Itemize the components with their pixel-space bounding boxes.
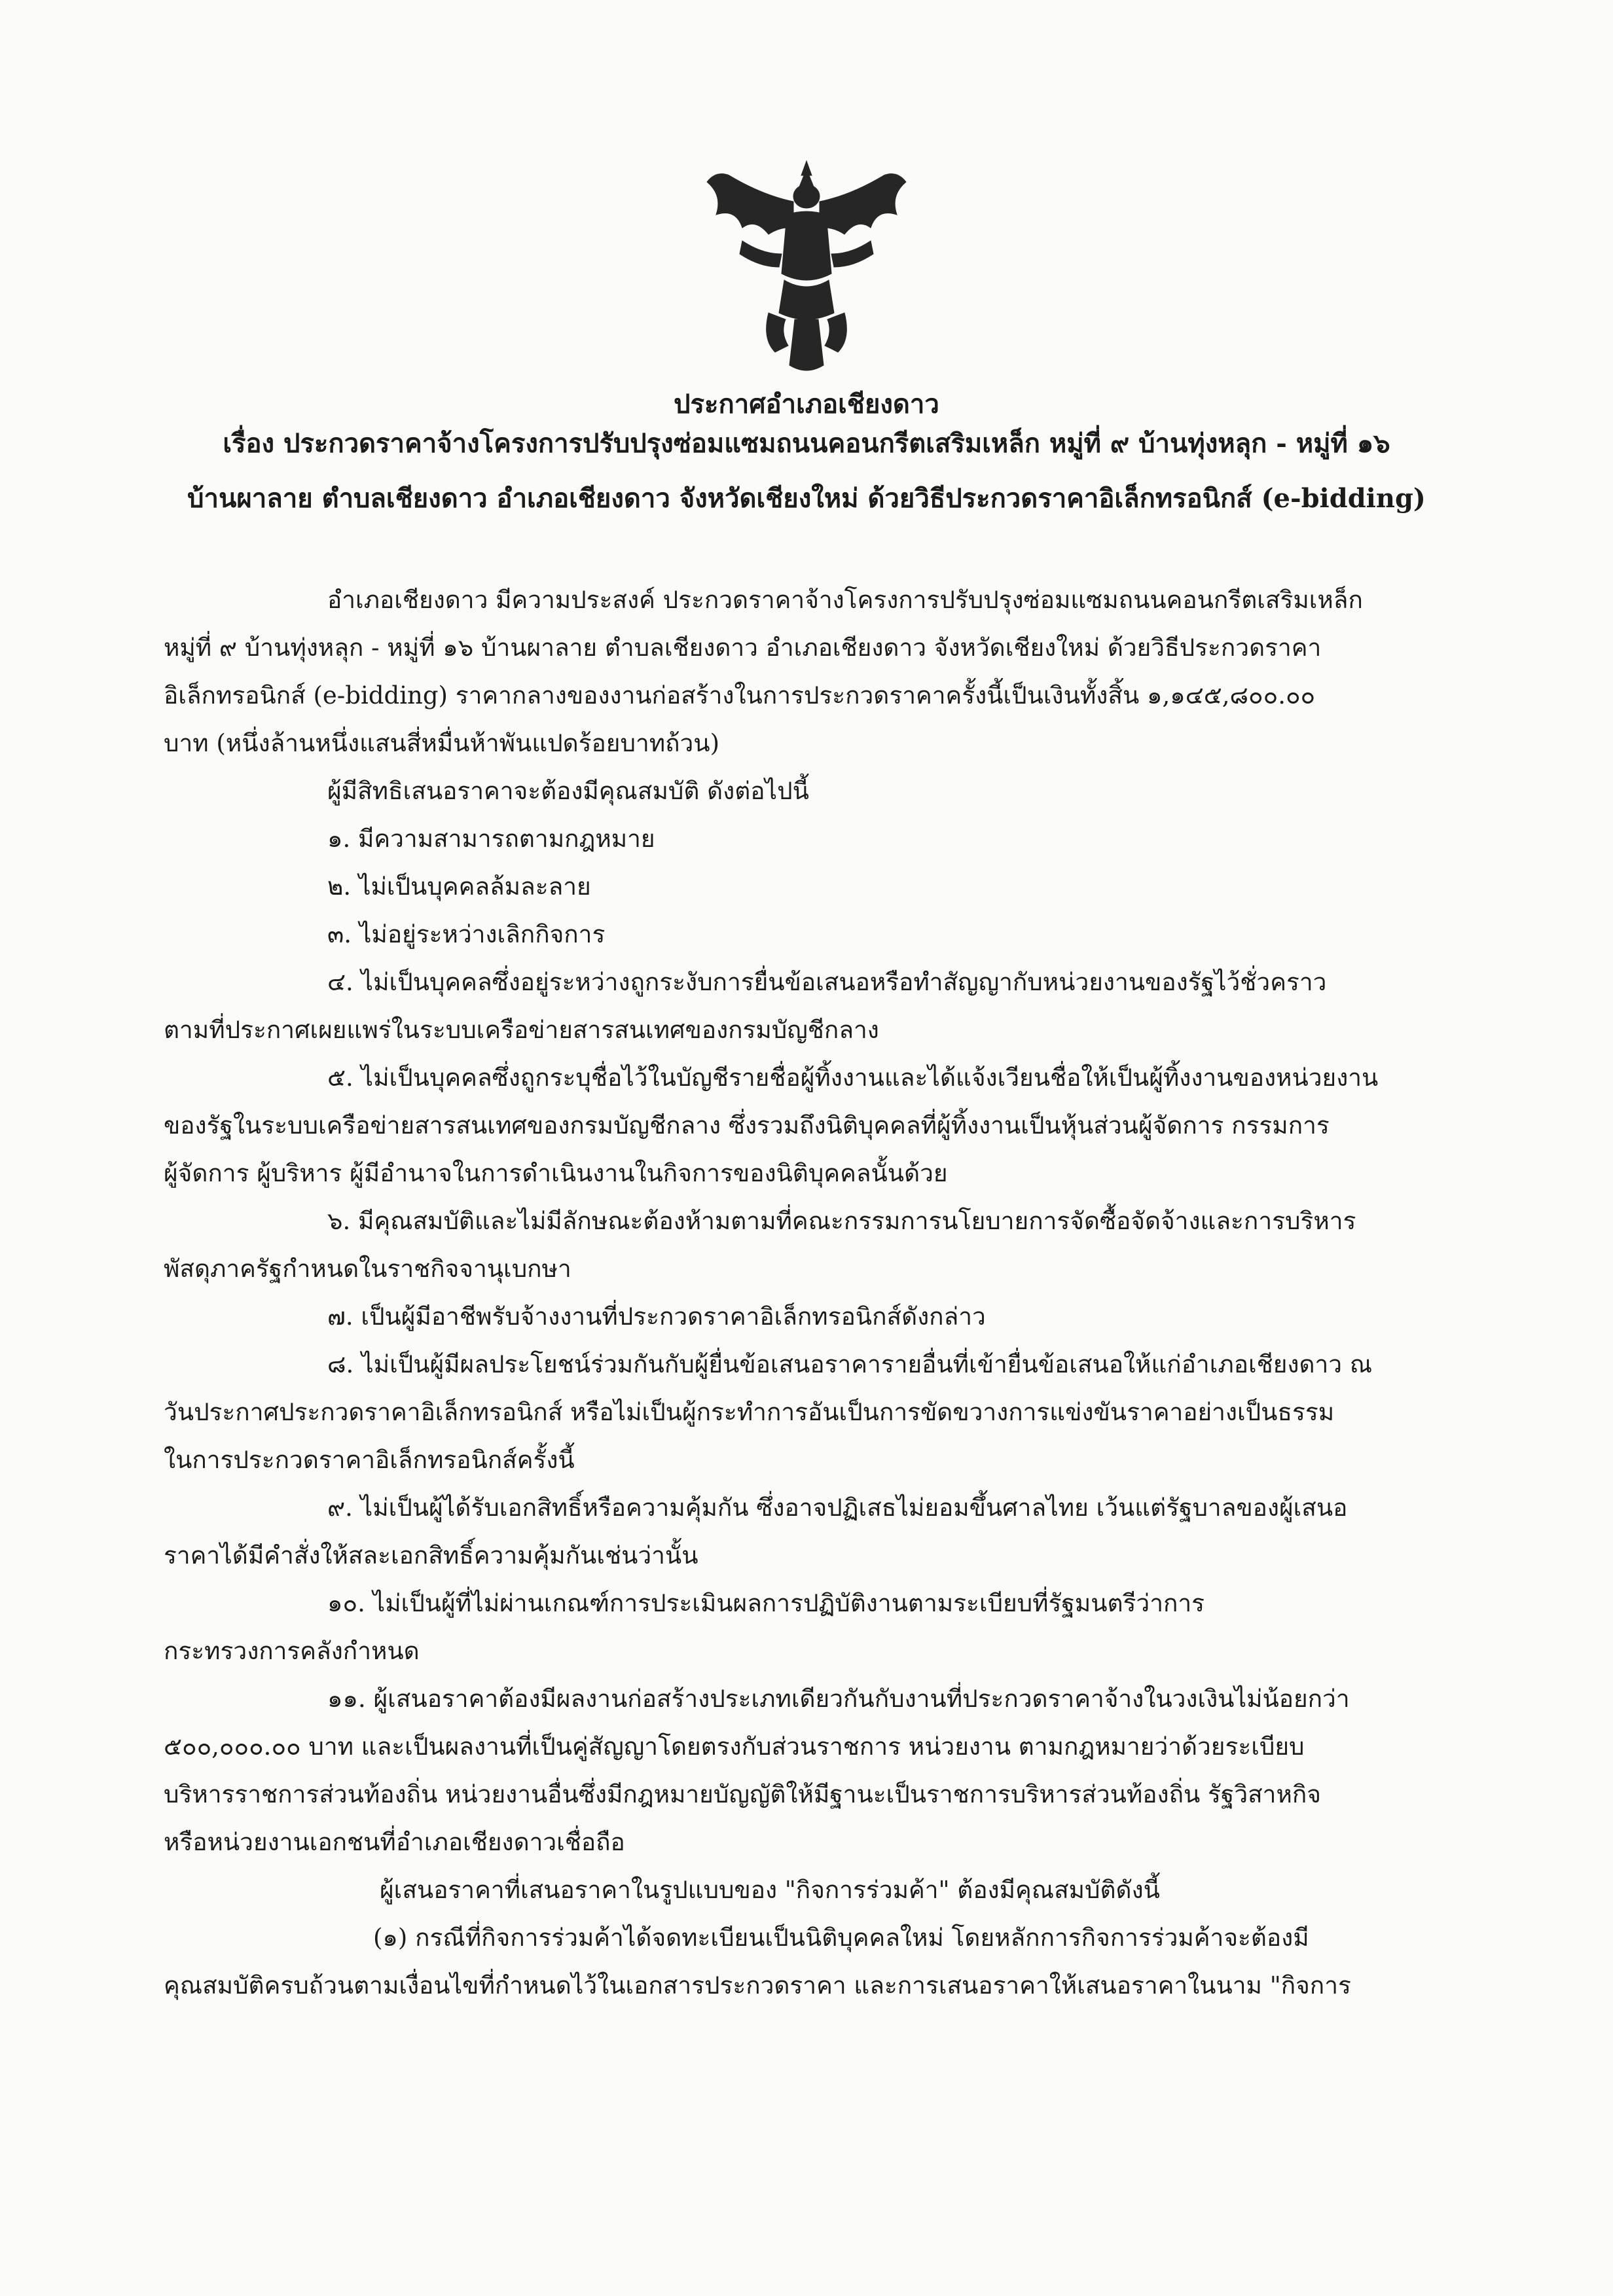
body-line: ผู้จัดการ ผู้บริหาร ผู้มีอำนาจในการดำเนินงานในกิจการของนิติบุคคลนั้นด้วย <box>164 1159 948 1187</box>
body-line: บริหารราชการส่วนท้องถิ่น หน่วยงานอื่นซึ่งมีกฎหมายบัญญัติให้มีฐานะเป็นราชการบริหารส่วนท้องถิ่น รัฐวิสาหกิจ <box>164 1780 1321 1808</box>
body-line: ๑๐. ไม่เป็นผู้ที่ไม่ผ่านเกณฑ์การประเมินผลการปฏิบัติงานตามระเบียบที่รัฐมนตรีว่าการ <box>327 1589 1205 1617</box>
body-line: ๓. ไม่อยู่ระหว่างเลิกกิจการ <box>327 920 606 948</box>
body-line: ๖. มีคุณสมบัติและไม่มีลักษณะต้องห้ามตามที่คณะกรรมการนโยบายการจัดซื้อจัดจ้างและการบริหาร <box>327 1207 1356 1235</box>
body-line: ตามที่ประกาศเผยแพร่ในระบบเครือข่ายสารสนเทศของกรมบัญชีกลาง <box>164 1016 879 1044</box>
body-line: ๘. ไม่เป็นผู้มีผลประโยชน์ร่วมกันกับผู้ยื่นข้อเสนอราคารายอื่นที่เข้ายื่นข้อเสนอให้แก่อำเภอเชียงดาว ณ <box>327 1350 1373 1378</box>
body-line: อิเล็กทรอนิกส์ (e-bidding) ราคากลางของงานก่อสร้างในการประกวดราคาครั้งนี้เป็นเงินทั้งสิ้น ๑,๑๔๕,๘๐๐.๐๐ <box>164 681 1316 709</box>
body-line: ๔. ไม่เป็นบุคคลซึ่งอยู่ระหว่างถูกระงับการยื่นข้อเสนอหรือทำสัญญากับหน่วยงานของรัฐไว้ชั่วคราว <box>327 968 1327 996</box>
body-line: ๕. ไม่เป็นบุคคลซึ่งถูกระบุชื่อไว้ในบัญชีรายชื่อผู้ทิ้งงานและได้แจ้งเวียนชื่อให้เป็นผู้ทิ้งงานของหน่วยงาน <box>327 1064 1379 1092</box>
body-line: ๗. เป็นผู้มีอาชีพรับจ้างงานที่ประกวดราคาอิเล็กทรอนิกส์ดังกล่าว <box>327 1302 986 1331</box>
document-body <box>164 576 1421 2009</box>
body-line: หรือหน่วยงานเอกชนที่อำเภอเชียงดาวเชื่อถือ <box>164 1828 625 1856</box>
body-line: (๑) กรณีที่กิจการร่วมค้าได้จดทะเบียนเป็นนิติบุคคลใหม่ โดยหลักการกิจการร่วมค้าจะต้องมี <box>373 1924 1309 1952</box>
body-line: ผู้เสนอราคาที่เสนอราคาในรูปแบบของ "กิจการร่วมค้า" ต้องมีคุณสมบัติดังนี้ <box>380 1876 1160 1904</box>
body-line: พัสดุภาครัฐกำหนดในราชกิจจานุเบกษา <box>164 1255 571 1283</box>
body-line: ๑๑. ผู้เสนอราคาต้องมีผลงานก่อสร้างประเภทเดียวกันกับงานที่ประกวดราคาจ้างในวงเงินไม่น้อยกว่า <box>327 1685 1350 1713</box>
body-line: ๒. ไม่เป็นบุคคลล้มละลาย <box>327 872 591 901</box>
body-line: คุณสมบัติครบถ้วนตามเงื่อนไขที่กำหนดไว้ในเอกสารประกวดราคา และการเสนอราคาให้เสนอราคาในนาม "กิจการ <box>164 1971 1351 2000</box>
body-line: ๙. ไม่เป็นผู้ได้รับเอกสิทธิ์หรือความคุ้มกัน ซึ่งอาจปฏิเสธไม่ยอมขึ้นศาลไทย เว้นแต่รัฐบาลของผู้เสนอ <box>327 1494 1348 1522</box>
body-line: อำเภอเชียงดาว มีความประสงค์ ประกวดราคาจ้างโครงการปรับปรุงซ่อมแซมถนนคอนกรีตเสริมเหล็ก <box>327 586 1363 614</box>
body-line: บาท (หนึ่งล้านหนึ่งแสนสี่หมื่นห้าพันแปดร้อยบาทถ้วน) <box>164 729 720 757</box>
body-line: ราคาได้มีคำสั่งให้สละเอกสิทธิ์ความคุ้มกันเช่นว่านั้น <box>164 1541 698 1570</box>
body-line: ๑. มีความสามารถตามกฎหมาย <box>327 825 655 853</box>
announcement-title: ประกาศอำเภอเชียงดาว <box>674 389 939 420</box>
subject-line-1: เรื่อง ประกวดราคาจ้างโครงการปรับปรุงซ่อมแซมถนนคอนกรีตเสริมเหล็ก หมู่ที่ ๙ บ้านทุ่งหลุก - หมู่ที่ ๑๖ <box>223 428 1390 459</box>
body-line: หมู่ที่ ๙ บ้านทุ่งหลุก - หมู่ที่ ๑๖ บ้านผาลาย ตำบลเชียงดาว อำเภอเชียงดาว จังหวัดเชียงใหม่ ด้วยวิธีประกวดราคา <box>164 634 1322 662</box>
body-line: ในการประกวดราคาอิเล็กทรอนิกส์ครั้งนี้ <box>164 1446 575 1474</box>
body-line: กระทรวงการคลังกำหนด <box>164 1637 420 1665</box>
body-line: วันประกาศประกวดราคาอิเล็กทรอนิกส์ หรือไม่เป็นผู้กระทำการอันเป็นการขัดขวางการแข่งขันราคาอย่างเป็นธรรม <box>164 1398 1335 1426</box>
subject-line-2: บ้านผาลาย ตำบลเชียงดาว อำเภอเชียงดาว จังหวัดเชียงใหม่ ด้วยวิธีประกวดราคาอิเล็กทรอนิกส์ (e-bidding) <box>187 483 1426 514</box>
body-line: ๕๐๐,๐๐๐.๐๐ บาท และเป็นผลงานที่เป็นคู่สัญญาโดยตรงกับส่วนราชการ หน่วยงาน ตามกฎหมายว่าด้วยระเบียบ <box>164 1732 1305 1761</box>
garuda-emblem <box>703 156 910 376</box>
body-line: ผู้มีสิทธิเสนอราคาจะต้องมีคุณสมบัติ ดังต่อไปนี้ <box>327 777 809 805</box>
body-line: ของรัฐในระบบเครือข่ายสารสนเทศของกรมบัญชีกลาง ซึ่งรวมถึงนิติบุคคลที่ผู้ทิ้งงานเป็นหุ้นส่วนผู้จัดการ กรรมการ <box>164 1111 1330 1139</box>
